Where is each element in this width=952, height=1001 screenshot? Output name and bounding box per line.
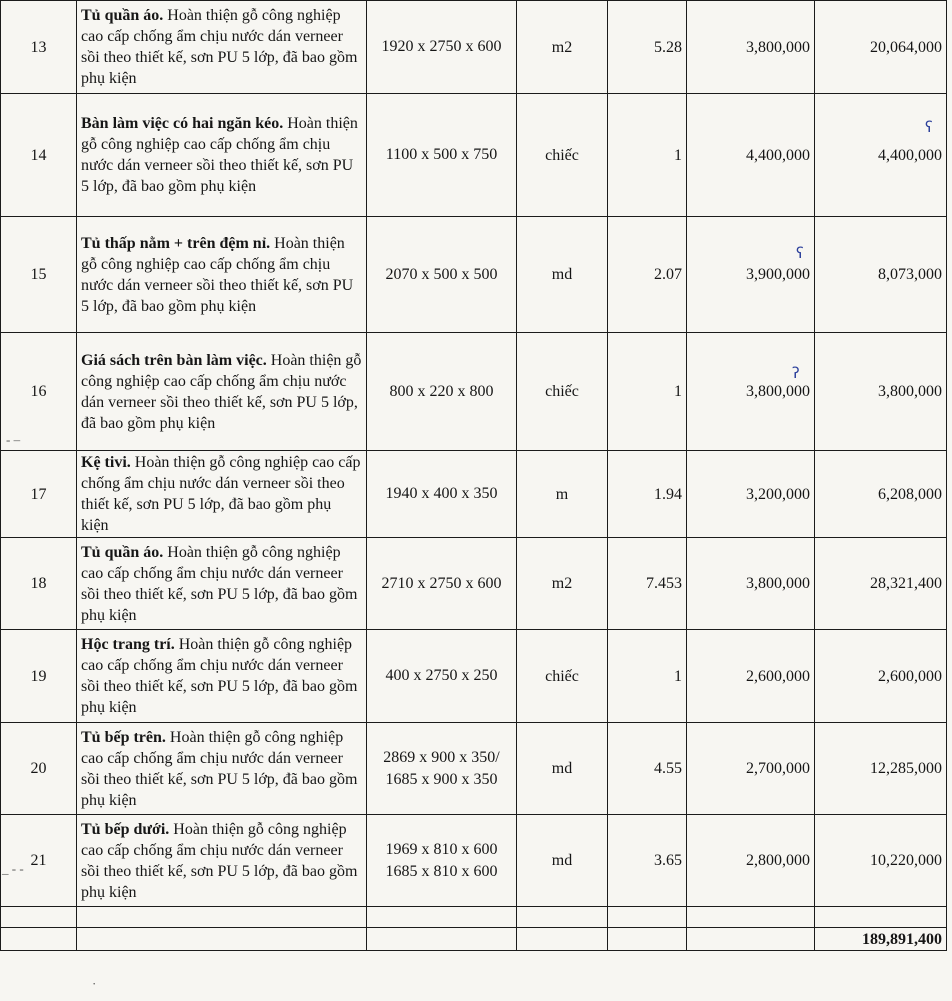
item-detail: Hoàn thiện gỗ công nghiệp cao cấp chống ẩm chịu nước dán verneer sồi theo thiết kế, sơn PU 5 lớp, đã bao gồm phụ kiện — [81, 728, 358, 809]
scan-dot-mark: · — [92, 976, 97, 991]
item-quantity: 1 — [608, 333, 687, 451]
item-number: 19 — [1, 630, 77, 723]
item-detail: Hoàn thiện gỗ công nghiệp cao cấp chống ẩm chịu nước dán verneer sồi theo thiết kế, sơn PU 5 lớp, đã bao gồm phụ kiện — [81, 234, 354, 315]
item-size — [367, 630, 517, 723]
item-description — [77, 1, 367, 94]
size-line: 2710 x 2750 x 600 — [381, 574, 502, 592]
item-unit: chiếc — [517, 630, 608, 723]
table-row — [1, 723, 947, 815]
item-name: Tủ bếp dưới. — [81, 820, 170, 838]
item-description — [77, 333, 367, 451]
item-quantity: 1.94 — [608, 451, 687, 538]
item-detail: Hoàn thiện gỗ công nghiệp cao cấp chống ẩm chịu nước dán verneer sồi theo thiết kế, sơn PU 5 lớp, đã bao gồm phụ kiện — [81, 543, 358, 624]
item-unit: md — [517, 723, 608, 815]
item-name: Tủ thấp nằm + trên đệm nỉ. — [81, 234, 271, 252]
cell — [77, 907, 367, 928]
cell — [367, 907, 517, 928]
cell — [517, 928, 608, 951]
item-unit: m — [517, 451, 608, 538]
item-unit-price: 2,600,000 — [687, 630, 815, 723]
item-number: 17 — [1, 451, 77, 538]
item-total: 28,321,400 — [815, 538, 947, 630]
pen-check-mark: ʔ — [792, 364, 800, 382]
pen-check-mark: ʕ — [796, 244, 804, 262]
blank-row — [1, 907, 947, 928]
item-detail: Hoàn thiện gỗ công nghiệp cao cấp chống ẩm chịu nước dán verneer sồi theo thiết kế, sơn PU 5 lớp, đã bao gồm phụ kiện — [81, 454, 361, 534]
item-description — [77, 217, 367, 333]
table-row — [1, 333, 947, 451]
item-detail: Hoàn thiện gỗ công nghiệp cao cấp chống ẩm chịu nước dán verneer sồi theo thiết kế, sơn PU 5 lớp, đã bao gồm phụ kiện — [81, 7, 358, 87]
item-total: 3,800,000 — [815, 333, 947, 451]
item-detail: Hoàn thiện gỗ công nghiệp cao cấp chống ẩm chịu nước dán verneer sồi theo thiết kế, sơn PU 5 lớp, đã bao gồm phụ kiện — [81, 820, 358, 901]
cell — [1, 907, 77, 928]
cell — [687, 907, 815, 928]
item-description — [77, 538, 367, 630]
item-size — [367, 333, 517, 451]
item-name: Tủ bếp trên. — [81, 728, 166, 746]
cell — [1, 928, 77, 951]
item-unit: m2 — [517, 538, 608, 630]
item-name: Hộc trang trí. — [81, 636, 175, 653]
item-total: 6,208,000 — [815, 451, 947, 538]
cell — [608, 907, 687, 928]
item-quantity: 3.65 — [608, 815, 687, 907]
item-total: 10,220,000 — [815, 815, 947, 907]
table-row — [1, 630, 947, 723]
item-total: 20,064,000 — [815, 1, 947, 94]
item-detail: Hoàn thiện gỗ công nghiệp cao cấp chống ẩm chịu nước dán verneer sồi theo thiết kế, sơn PU 5 lớp, đã bao gồm phụ kiện — [81, 636, 358, 716]
item-total: 12,285,000 — [815, 723, 947, 815]
table-row — [1, 217, 947, 333]
item-name: Bàn làm việc có hai ngăn kéo. — [81, 115, 284, 132]
item-unit-price: 3,800,000 — [687, 538, 815, 630]
table-row — [1, 94, 947, 217]
item-size — [367, 217, 517, 333]
item-total: 4,400,000 — [815, 94, 947, 217]
size-line: 1100 x 500 x 750 — [385, 146, 498, 163]
size-line: 1969 x 810 x 600 — [385, 840, 498, 858]
item-unit-price: 3,900,000 — [687, 217, 815, 333]
item-size — [367, 94, 517, 217]
size-line: 2070 x 500 x 500 — [385, 265, 498, 283]
item-quantity: 4.55 — [608, 723, 687, 815]
size-line: 1685 x 810 x 600 — [385, 862, 498, 880]
size-line: 2869 x 900 x 350/ — [383, 748, 500, 766]
scan-dash-mark: - – — [6, 432, 21, 447]
item-unit-price: 4,400,000 — [687, 94, 815, 217]
item-quantity: 7.453 — [608, 538, 687, 630]
item-name: Giá sách trên bàn làm việc. — [81, 351, 267, 369]
item-number: 15 — [1, 217, 77, 333]
item-size — [367, 451, 517, 538]
item-unit-price: 3,800,000 — [687, 333, 815, 451]
item-unit-price: 3,200,000 — [687, 451, 815, 538]
item-quantity: 5.28 — [608, 1, 687, 94]
item-number: 18 — [1, 538, 77, 630]
item-size — [367, 723, 517, 815]
cell — [687, 928, 815, 951]
item-description — [77, 630, 367, 723]
item-size — [367, 815, 517, 907]
item-size — [367, 1, 517, 94]
item-unit: md — [517, 815, 608, 907]
scan-dash-mark: _ - - — [2, 861, 24, 876]
item-detail: Hoàn thiện gỗ công nghiệp cao cấp chống ẩm chịu nước dán verneer sồi theo thiết kế, sơn PU 5 lớp, đã bao gồm phụ kiện — [81, 351, 362, 432]
grand-total: 189,891,400 — [815, 928, 947, 951]
item-unit-price: 2,700,000 — [687, 723, 815, 815]
item-quantity: 1 — [608, 94, 687, 217]
table-row — [1, 815, 947, 907]
size-line: 1685 x 900 x 350 — [385, 770, 498, 788]
table-body — [1, 1, 947, 907]
size-line: 400 x 2750 x 250 — [385, 667, 498, 684]
cell — [77, 928, 367, 951]
item-unit: md — [517, 217, 608, 333]
item-description — [77, 451, 367, 538]
item-number: 20 — [1, 723, 77, 815]
item-number: 14 — [1, 94, 77, 217]
table-row — [1, 451, 947, 538]
item-name: Tủ quần áo. — [81, 7, 164, 24]
pen-check-mark: ʕ — [925, 118, 933, 136]
item-description — [77, 94, 367, 217]
item-unit: m2 — [517, 1, 608, 94]
item-quantity: 1 — [608, 630, 687, 723]
item-total: 2,600,000 — [815, 630, 947, 723]
item-name: Tủ quần áo. — [81, 543, 164, 561]
item-number: 21 — [1, 815, 77, 907]
item-unit: chiếc — [517, 94, 608, 217]
cell — [608, 928, 687, 951]
table-row — [1, 1, 947, 94]
size-line: 1940 x 400 x 350 — [385, 485, 498, 502]
item-number: 16 — [1, 333, 77, 451]
item-number: 13 — [1, 1, 77, 94]
item-total: 8,073,000 — [815, 217, 947, 333]
size-line: 1920 x 2750 x 600 — [381, 38, 502, 55]
total-row — [1, 928, 947, 951]
cell — [517, 907, 608, 928]
item-description — [77, 815, 367, 907]
item-size — [367, 538, 517, 630]
item-unit-price: 3,800,000 — [687, 1, 815, 94]
size-line: 800 x 220 x 800 — [389, 382, 494, 400]
item-detail: Hoàn thiện gỗ công nghiệp cao cấp chống ẩm chịu nước dán verneer sồi theo thiết kế, sơn PU 5 lớp, đã bao gồm phụ kiện — [81, 115, 358, 195]
cell — [815, 907, 947, 928]
item-description — [77, 723, 367, 815]
cell — [367, 928, 517, 951]
item-quantity: 2.07 — [608, 217, 687, 333]
table-row — [1, 538, 947, 630]
item-unit-price: 2,800,000 — [687, 815, 815, 907]
item-unit: chiếc — [517, 333, 608, 451]
item-name: Kệ tivi. — [81, 454, 131, 471]
